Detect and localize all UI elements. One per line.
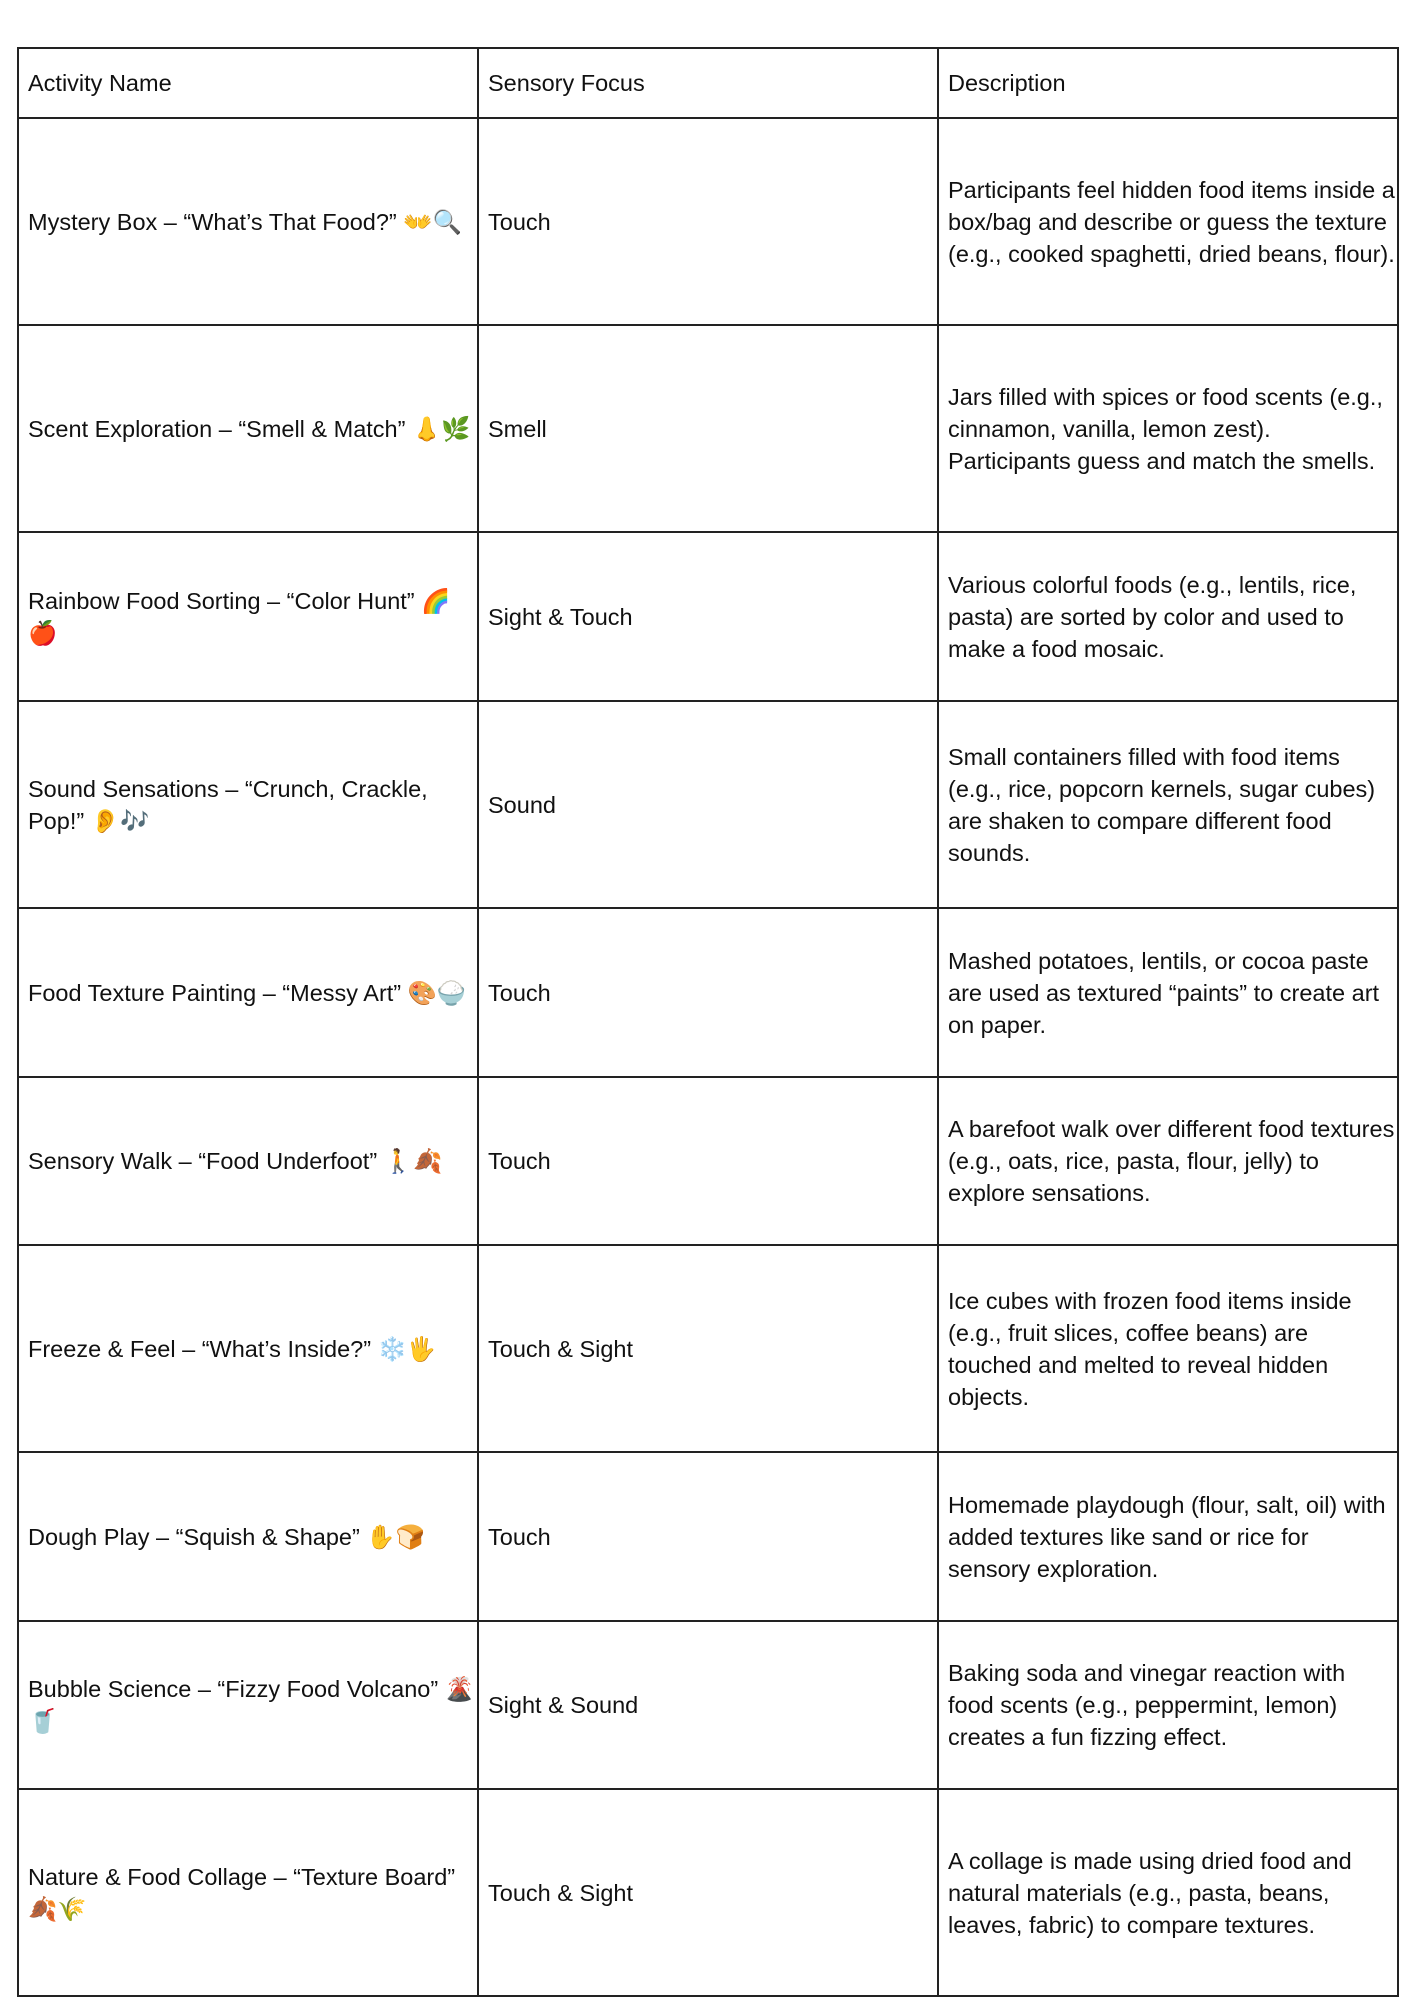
- description-cell: Baking soda and vinegar reaction with food scents (e.g., peppermint, lemon) creates a fun fizzing effect.: [938, 1621, 1398, 1789]
- activity-name-cell: Dough Play – “Squish & Shape” ✋🍞: [18, 1452, 478, 1621]
- description-cell: Various colorful foods (e.g., lentils, rice, pasta) are sorted by color and used to make a food mosaic.: [938, 532, 1398, 701]
- activity-name-cell: Scent Exploration – “Smell & Match” 👃🌿: [18, 325, 478, 532]
- table-row: [18, 701, 1398, 908]
- activity-name-cell: Nature & Food Collage – “Texture Board” 🍂🌾: [18, 1789, 478, 1996]
- table-row: [18, 1077, 1398, 1245]
- table-row: [18, 1245, 1398, 1452]
- sensory-focus-cell: Touch: [478, 118, 938, 325]
- sensory-focus-cell: Touch: [478, 1452, 938, 1621]
- activity-name-cell: Freeze & Feel – “What’s Inside?” ❄️🖐: [18, 1245, 478, 1452]
- table-row: [18, 1789, 1398, 1996]
- activity-name-cell: Mystery Box – “What’s That Food?” 👐🔍: [18, 118, 478, 325]
- activity-name-cell: Sensory Walk – “Food Underfoot” 🚶🍂: [18, 1077, 478, 1245]
- header-description: Description: [938, 48, 1398, 118]
- table-row: [18, 325, 1398, 532]
- sensory-focus-cell: Sight & Touch: [478, 532, 938, 701]
- activity-name-cell: Food Texture Painting – “Messy Art” 🎨🍚: [18, 908, 478, 1077]
- table-row: [18, 1452, 1398, 1621]
- activity-name-cell: Rainbow Food Sorting – “Color Hunt” 🌈🍎: [18, 532, 478, 701]
- table-row: [18, 1621, 1398, 1789]
- table-row: [18, 908, 1398, 1077]
- activity-name-cell: Bubble Science – “Fizzy Food Volcano” 🌋🥤: [18, 1621, 478, 1789]
- header-activity-name: Activity Name: [18, 48, 478, 118]
- description-cell: Small containers filled with food items (e.g., rice, popcorn kernels, sugar cubes) are shaken to compare different food sounds.: [938, 701, 1398, 908]
- description-cell: Ice cubes with frozen food items inside (e.g., fruit slices, coffee beans) are touched and melted to reveal hidden objects.: [938, 1245, 1398, 1452]
- table-row: [18, 532, 1398, 701]
- sensory-focus-cell: Touch & Sight: [478, 1245, 938, 1452]
- activity-name-cell: Sound Sensations – “Crunch, Crackle, Pop!” 👂🎶: [18, 701, 478, 908]
- description-cell: A collage is made using dried food and natural materials (e.g., pasta, beans, leaves, fabric) to compare textures.: [938, 1789, 1398, 1996]
- description-cell: Jars filled with spices or food scents (e.g., cinnamon, vanilla, lemon zest). Participants guess and match the smells.: [938, 325, 1398, 532]
- description-cell: A barefoot walk over different food textures (e.g., oats, rice, pasta, flour, jelly) to explore sensations.: [938, 1077, 1398, 1245]
- sensory-focus-cell: Touch: [478, 908, 938, 1077]
- table-row: [18, 118, 1398, 325]
- sensory-focus-cell: Touch: [478, 1077, 938, 1245]
- header-sensory-focus: Sensory Focus: [478, 48, 938, 118]
- activities-table: [17, 47, 1399, 1997]
- description-cell: Homemade playdough (flour, salt, oil) with added textures like sand or rice for sensory exploration.: [938, 1452, 1398, 1621]
- description-cell: Participants feel hidden food items inside a box/bag and describe or guess the texture (e.g., cooked spaghetti, dried beans, flour).: [938, 118, 1398, 325]
- sensory-focus-cell: Sight & Sound: [478, 1621, 938, 1789]
- sensory-focus-cell: Smell: [478, 325, 938, 532]
- sensory-focus-cell: Touch & Sight: [478, 1789, 938, 1996]
- sensory-focus-cell: Sound: [478, 701, 938, 908]
- description-cell: Mashed potatoes, lentils, or cocoa paste are used as textured “paints” to create art on paper.: [938, 908, 1398, 1077]
- header-row: [18, 48, 1398, 118]
